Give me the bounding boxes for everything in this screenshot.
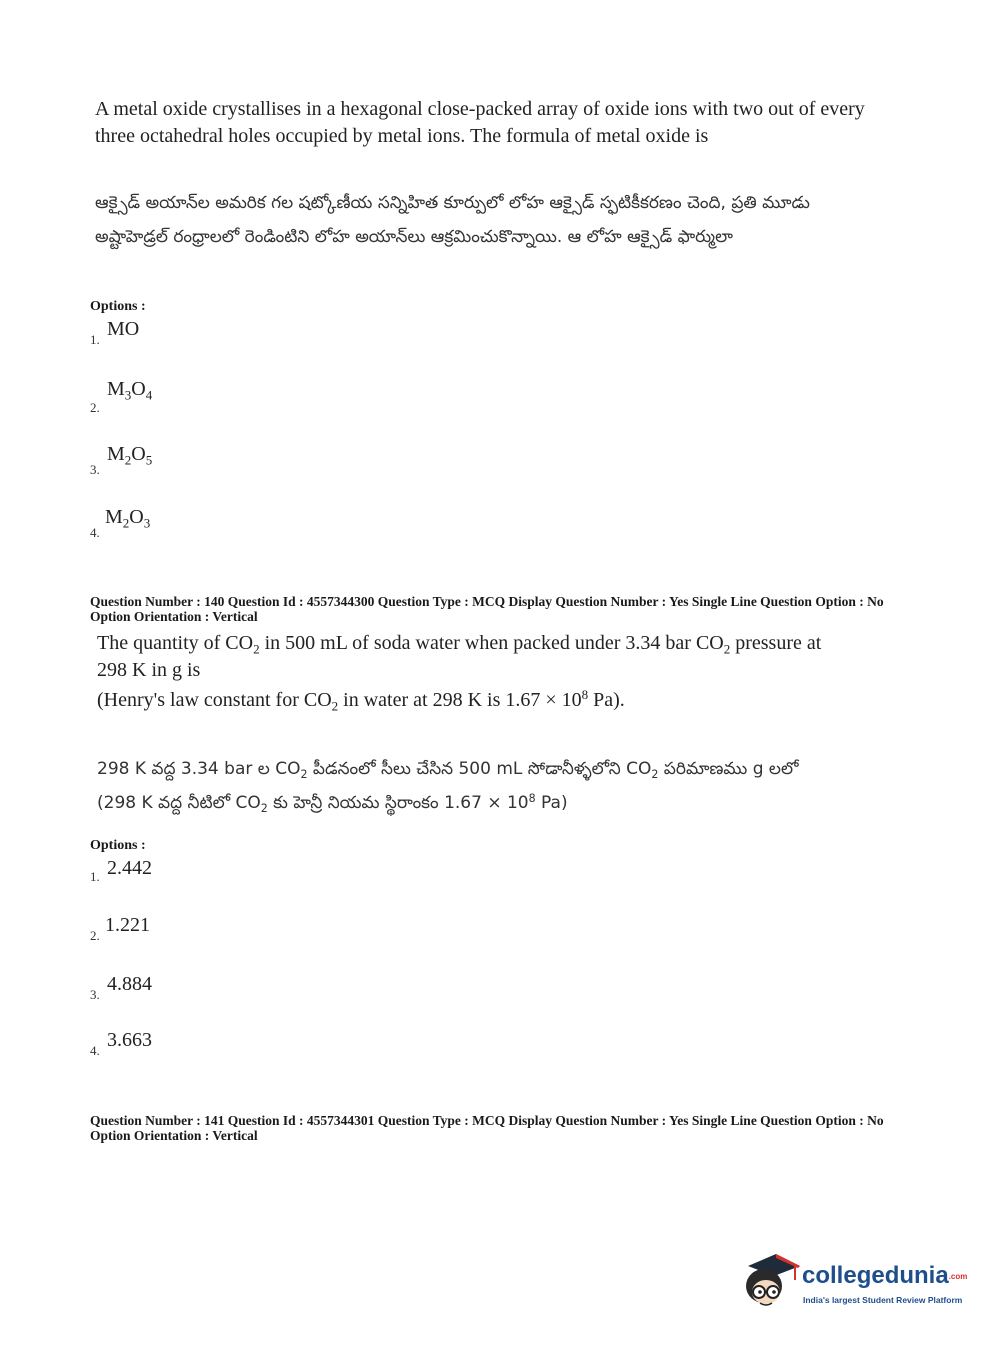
- logo-name: collegedunia: [802, 1262, 949, 1289]
- option-value: 2.442: [107, 857, 152, 879]
- option-number: 4.: [90, 525, 100, 540]
- option-value: MO: [107, 318, 140, 340]
- option-number: 2.: [90, 928, 100, 943]
- logo-tagline: India's largest Student Review Platform: [803, 1295, 963, 1305]
- option-value: $M_2O_3$: [105, 506, 151, 531]
- option-number: 4.: [90, 1043, 100, 1058]
- question-139-telugu: ఆక్సైడ్ అయాన్‌ల అమరిక గల షట్కోణీయ సన్నిహిత కూర్పులో లోహ ఆక్సైడ్ స్ఫటికీకరణం చెంది, ప్రతి మూడు అష్టాహెడ్రల్ రంధ్రాలలో రెండింటిని లోహ అయాన్‌లు ఆక్రమించుకొన్నాయి. ఆ లోహ ఆక్సైడ్ ఫార్ములా: [95, 193, 810, 247]
- option-number: 1.: [90, 332, 100, 347]
- question-139-english: A metal oxide crystallises in a hexagonal close-packed array of oxide ions with two out of every three octahedral holes occupied by metal ions. The formula of metal oxide is: [95, 98, 865, 147]
- option-value: 3.663: [107, 1029, 152, 1051]
- option-number: 1.: [90, 869, 100, 884]
- logo-suffix: .com: [948, 1272, 968, 1282]
- option-number: 2.: [90, 400, 100, 415]
- question-140-telugu-line-1: 298 K వద్ద 3.34 bar ల $CO_2$ పీడనంలో సీలు చేసిన 500 mL సోడానీళ్ళలోని $CO_2$ పరిమాణము g లలో: [97, 759, 799, 781]
- options-label: Options :: [90, 299, 146, 314]
- question-140-meta: Question Number : 140 Question Id : 4557344300 Question Type : MCQ Display Question Number : Yes Single Line Question Option : No Option Orientation : Vertical: [90, 594, 884, 624]
- option-value: $M_2O_5$: [107, 443, 153, 468]
- mascot-icon: [740, 1250, 800, 1312]
- option-value: 1.221: [105, 914, 150, 936]
- question-141-meta: Question Number : 141 Question Id : 4557344301 Question Type : MCQ Display Question Number : Yes Single Line Question Option : No Option Orientation : Vertical: [90, 1113, 884, 1143]
- question-140-english-line-1: The quantity of $CO_2$ in 500 mL of soda water when packed under 3.34 bar $CO_2$ pressure at: [97, 632, 822, 657]
- collegedunia-logo: [740, 1248, 975, 1318]
- options-label: Options :: [90, 838, 146, 853]
- option-value: 4.884: [107, 973, 152, 995]
- option-number: 3.: [90, 987, 100, 1002]
- option-value: $M_3O_4$: [107, 378, 153, 403]
- question-140-english-line-3: (Henry's law constant for $CO_2$ in water at 298 K is $1.67 \times 10^8$ Pa).: [97, 686, 625, 714]
- option-number: 3.: [90, 462, 100, 477]
- question-140-english-line-2: 298 K in g is: [97, 659, 201, 681]
- question-140-telugu-line-2: (298 K వద్ద నీటిలో $CO_2$ కు హెన్రీ నియమ స్థిరాంకం $1.67 \times 10^8$ Pa): [97, 791, 568, 815]
